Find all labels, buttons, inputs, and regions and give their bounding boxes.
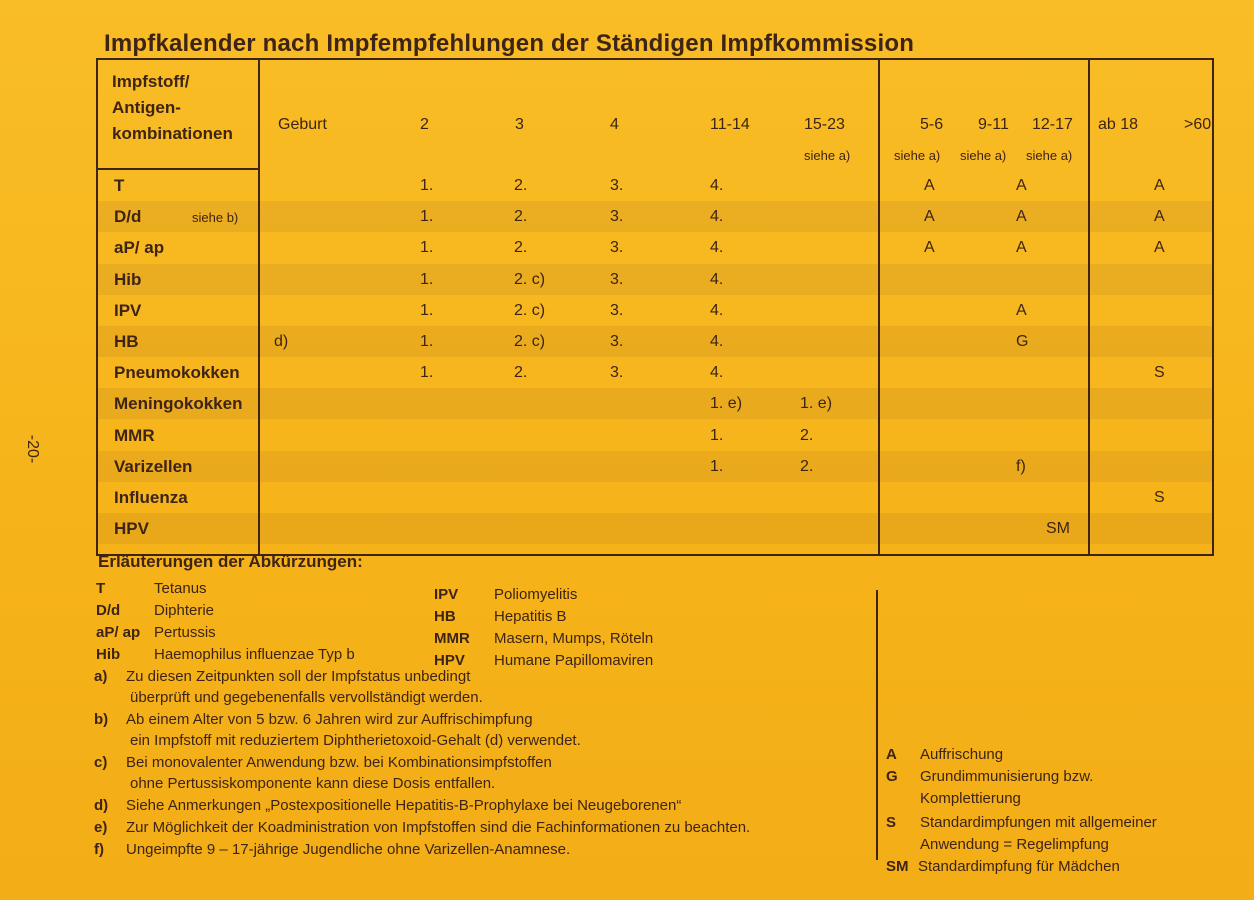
vaccination-schedule-table — [96, 58, 1214, 556]
table-cell: d) — [274, 333, 289, 350]
page-number: -20- — [24, 434, 42, 464]
table-cell: A — [1016, 208, 1027, 226]
row-label: Pneumokokken — [114, 363, 240, 383]
table-cell: 4. — [710, 301, 724, 319]
row-label: MMR — [114, 425, 155, 445]
table-cell: A — [924, 177, 935, 194]
header-column-10: >60 — [1184, 116, 1212, 133]
row-label: aP/ ap — [114, 238, 165, 258]
table-cell: SM — [1046, 520, 1070, 538]
header-column-3: 4 — [610, 116, 619, 133]
header-column-note: siehe a) — [804, 148, 851, 163]
table-cell: 1. — [710, 457, 724, 475]
abbreviation-key: MMR — [434, 630, 470, 647]
abbreviation-key: D/d — [96, 602, 121, 619]
header-divider — [98, 168, 258, 170]
footnote-key: e) — [94, 819, 108, 836]
row-label: HB — [114, 332, 139, 351]
table-cell: f) — [1016, 457, 1026, 475]
row-stripe — [98, 326, 1212, 357]
table-cell: 3. — [610, 333, 624, 350]
table-cell: 1. e) — [800, 395, 833, 413]
footnote-key: d) — [94, 797, 109, 814]
table-column-divider — [878, 60, 880, 554]
legend-text: Grundimmunisierung bzw. — [920, 768, 1094, 785]
table-cell: 1. — [420, 333, 434, 350]
abbreviation-value: Tetanus — [154, 580, 207, 597]
table-cell: 2. — [514, 239, 528, 257]
legend-title: Erläuterungen der Abkürzungen: — [98, 552, 363, 571]
footnote-text: überprüft und gegebenenfalls vervollständigt werden. — [130, 689, 483, 706]
legend-key: G — [886, 768, 898, 785]
legend-key: S — [886, 814, 897, 831]
legend-text: Auffrischung — [920, 746, 1004, 763]
table-cell: 2. — [514, 177, 528, 194]
footnote-text: Zu diesen Zeitpunkten soll der Impfstatus unbedingt — [126, 668, 471, 685]
row-label: T — [114, 176, 125, 195]
table-cell: A — [1016, 177, 1027, 194]
table-cell: 1. — [420, 239, 434, 257]
table-cell: 2. c) — [514, 301, 546, 319]
page-title: Impfkalender nach Impfempfehlungen der Ständigen Impfkommission — [104, 30, 915, 57]
table-cell: 1. — [420, 301, 434, 319]
table-cell: A — [1154, 208, 1165, 226]
abbreviation-value: Poliomyelitis — [494, 586, 578, 603]
table-cell: 2. c) — [514, 333, 546, 350]
abbreviation-key: HPV — [434, 652, 465, 669]
table-cell: 4. — [710, 239, 724, 257]
table-cell: 2. — [800, 426, 814, 444]
row-stripe — [98, 388, 1212, 419]
abbreviation-value: Haemophilus influenzae Typ b — [154, 646, 355, 663]
header-column-note: siehe a) — [1026, 148, 1073, 163]
footnote-key: c) — [94, 754, 108, 771]
table-cell: 4. — [710, 364, 724, 382]
row-label: Influenza — [114, 488, 188, 507]
abbreviation-key: HB — [434, 608, 456, 625]
table-cell: A — [1154, 177, 1165, 194]
header-column-0: Geburt — [278, 116, 327, 133]
footnote-text: Zur Möglichkeit der Koadministration von Impfstoffen sind die Fachinformationen zu beachten. — [126, 819, 751, 836]
abbreviation-value: Masern, Mumps, Röteln — [494, 630, 654, 647]
legend-text: Anwendung = Regelimpfung — [920, 836, 1109, 853]
header-column-4: 11-14 — [710, 116, 750, 133]
abbreviation-value: Humane Papillomaviren — [494, 652, 654, 669]
header-column-1: 2 — [420, 116, 429, 133]
row-label: IPV — [114, 300, 142, 320]
abbreviation-value: Pertussis — [154, 624, 216, 641]
footnote-text: ohne Pertussiskomponente kann diese Dosis entfallen. — [130, 775, 496, 792]
header-vaccine-label: Antigen- — [112, 98, 181, 117]
footnote-text: Siehe Anmerkungen „Postexpositionelle Hepatitis-B-Prophylaxe bei Neugeborenen“ — [126, 797, 682, 814]
abbreviation-key: Hib — [96, 646, 121, 663]
table-cell: 1. — [420, 364, 434, 382]
abbreviation-value: Hepatitis B — [494, 608, 567, 625]
table-cell: A — [1016, 301, 1027, 319]
table-cell: 3. — [610, 239, 624, 257]
table-cell: 1. — [710, 426, 724, 444]
row-stripe — [98, 264, 1212, 295]
table-cell: A — [924, 208, 935, 226]
row-label-note: siehe b) — [192, 210, 239, 226]
footnote-key: f) — [94, 841, 104, 858]
table-cell: 3. — [610, 301, 624, 319]
row-label: D/d — [114, 207, 142, 227]
table-cell: 2. — [800, 457, 814, 475]
table-cell: S — [1154, 489, 1165, 506]
table-cell: 2. — [514, 208, 528, 226]
table-cell: 4. — [710, 208, 724, 226]
table-cell: 2. c) — [514, 270, 546, 288]
table-cell: A — [1154, 239, 1165, 257]
legend-text: Komplettierung — [920, 790, 1021, 807]
row-label: HPV — [114, 519, 149, 539]
header-vaccine-label: kombinationen — [112, 124, 233, 143]
table-cell: 3. — [610, 208, 624, 226]
row-label: Meningokokken — [114, 394, 243, 414]
table-cell: 4. — [710, 177, 724, 194]
table-cell: 1. — [420, 208, 434, 226]
row-stripe — [98, 451, 1212, 482]
table-cell: 4. — [710, 333, 724, 350]
table-cell: 1. — [420, 177, 434, 194]
table-cell: 3. — [610, 270, 624, 288]
header-column-7: 9-11 — [978, 116, 1009, 133]
header-vaccine-label: Impfstoff/ — [112, 72, 190, 91]
table-cell: 1. — [420, 270, 434, 288]
footnote-text: ein Impfstoff mit reduziertem Diphtherietoxoid-Gehalt (d) verwendet. — [130, 732, 581, 749]
legend-key: A — [886, 746, 897, 763]
table-cell: 3. — [610, 177, 624, 194]
row-label: Varizellen — [114, 456, 193, 476]
table-cell: 4. — [710, 270, 724, 288]
row-stripe — [98, 513, 1212, 544]
header-column-5: 15-23 — [804, 116, 845, 133]
table-cell: A — [924, 239, 935, 257]
table-cell: 2. — [514, 364, 528, 382]
header-column-9: ab 18 — [1098, 116, 1139, 133]
table-cell: G — [1016, 333, 1029, 350]
row-label: Hib — [114, 269, 142, 289]
header-column-note: siehe a) — [960, 148, 1007, 163]
table-column-divider — [1088, 60, 1090, 554]
table-cell: 3. — [610, 364, 624, 382]
header-column-2: 3 — [515, 116, 524, 133]
header-column-note: siehe a) — [894, 148, 941, 163]
table-cell: 1. e) — [710, 395, 743, 413]
abbreviation-value: Diphterie — [154, 602, 215, 619]
footnote-text: Ungeimpfte 9 – 17-jährige Jugendliche ohne Varizellen-Anamnese. — [126, 841, 571, 858]
footnote-key: a) — [94, 668, 108, 685]
abbreviation-key: T — [96, 580, 106, 597]
table-cell: S — [1154, 364, 1165, 382]
legend-text: Standardimpfung für Mädchen — [918, 858, 1120, 875]
row-stripe — [98, 201, 1212, 232]
table-column-divider — [258, 60, 260, 554]
table-cell: A — [1016, 239, 1027, 257]
footnote-text: Ab einem Alter von 5 bzw. 6 Jahren wird zur Auffrischimpfung — [126, 711, 533, 728]
abbreviation-key: aP/ ap — [96, 624, 141, 641]
header-column-8: 12-17 — [1032, 116, 1073, 133]
abbreviation-key: IPV — [434, 586, 459, 603]
footnote-text: Bei monovalenter Anwendung bzw. bei Kombinationsimpfstoffen — [126, 754, 552, 771]
header-column-6: 5-6 — [920, 116, 944, 133]
legend-text: Standardimpfungen mit allgemeiner — [920, 814, 1157, 831]
footnote-key: b) — [94, 711, 109, 728]
legend-divider — [876, 590, 878, 860]
legend-key: SM — [886, 858, 909, 875]
